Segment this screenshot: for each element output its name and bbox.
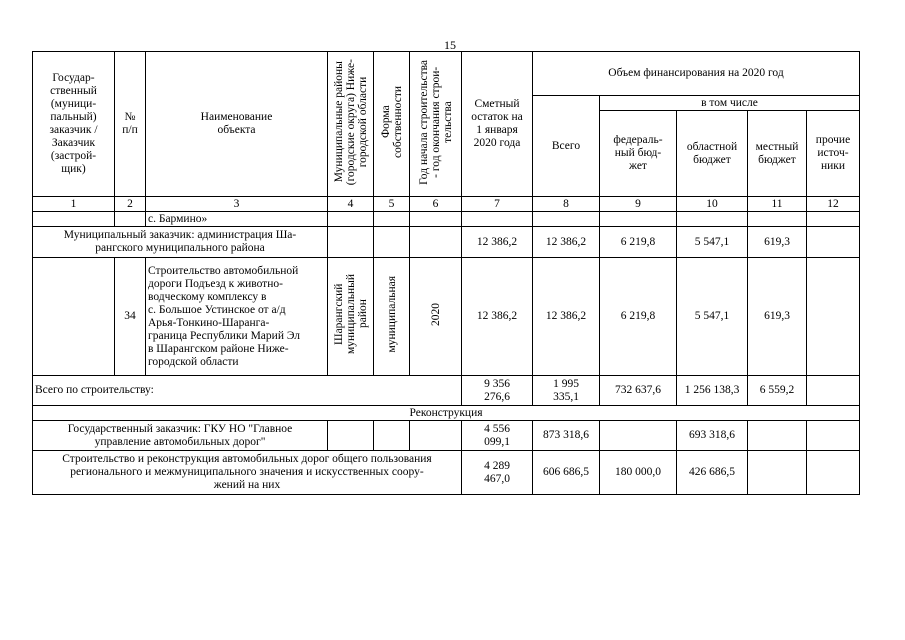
cell-local: 6 559,2 — [748, 376, 807, 406]
table-row — [33, 406, 860, 421]
cell-local: 619,3 — [748, 227, 807, 258]
col-num: 8 — [533, 197, 600, 212]
cell-total: 873 318,6 — [533, 421, 600, 451]
table-row — [33, 451, 860, 495]
header-name — [146, 52, 328, 197]
roads-reconstruction-label — [33, 451, 462, 495]
cell-remainder — [462, 421, 533, 451]
continuation-text: с. Бармино» — [146, 212, 328, 227]
cell-remainder — [462, 376, 533, 406]
table-row — [33, 258, 860, 376]
header-years — [410, 52, 462, 197]
table-row — [33, 227, 860, 258]
remainder-text: 4 556 099,1 — [484, 422, 510, 448]
cell-federal: 6 219,8 — [600, 258, 677, 376]
section-reconstruction: Реконструкция — [33, 406, 860, 421]
col-num: 3 — [146, 197, 328, 212]
col-num: 1 — [33, 197, 115, 212]
col-num: 6 — [410, 197, 462, 212]
object-name-text: Строительство автомобильной дороги Подъезд к животно- водческому комплексу в с. Большое Устинское от а/д Арья-Тонкино-Шаранга- граница Республики Марий Эл в Шарангском районе Ниже- городской области — [148, 264, 301, 368]
state-customer-text: Государственный заказчик: ГКУ НО "Главное управление автомобильных дорог" — [67, 422, 293, 448]
header-ownership-text: Форма собственности — [379, 86, 404, 158]
funding-table — [32, 51, 860, 495]
header-customer-text: Государ- ственный (муници- пальный) заказчик / Заказчик (застрой- щик) — [49, 72, 98, 175]
district-text: Шарангский муниципальный район — [332, 274, 369, 355]
col-num: 4 — [328, 197, 374, 212]
header-remainder-text: Сметный остаток на 1 января 2020 года — [471, 98, 523, 149]
header-num — [115, 52, 146, 197]
header-local — [748, 111, 807, 197]
remainder-text: 9 356 276,6 — [484, 377, 510, 403]
cell-num: 34 — [115, 258, 146, 376]
header-federal-text: федераль- ный бюд- жет — [613, 134, 663, 172]
object-name — [146, 258, 328, 376]
table-row — [33, 421, 860, 451]
remainder-text: 4 289 467,0 — [484, 459, 510, 485]
cell-ownership — [374, 258, 410, 376]
header-num-text: № п/п — [122, 111, 138, 136]
cell-years — [410, 258, 462, 376]
header-regional-text: областной бюджет — [686, 140, 738, 166]
header-districts-text: Муниципальные районы (городские округа) Ниже- городской области — [332, 58, 369, 186]
cell-total — [533, 376, 600, 406]
cell-total: 606 686,5 — [533, 451, 600, 495]
years-text: 2020 — [429, 303, 442, 326]
header-other — [807, 111, 860, 197]
table-row — [33, 212, 860, 227]
cell-regional: 426 686,5 — [677, 451, 748, 495]
cell-regional: 693 318,6 — [677, 421, 748, 451]
header-districts — [328, 52, 374, 197]
header-other-text: прочие источ- ники — [815, 134, 851, 172]
municipal-customer-label — [33, 227, 328, 258]
cell-regional: 1 256 138,3 — [677, 376, 748, 406]
col-num: 10 — [677, 197, 748, 212]
total-text: 1 995 335,1 — [553, 377, 579, 403]
header-including: в том числе — [600, 96, 860, 111]
header-name-text: Наименование объекта — [200, 111, 273, 136]
cell-regional: 5 547,1 — [677, 258, 748, 376]
ownership-text: муниципальная — [385, 276, 398, 353]
state-customer-label — [33, 421, 328, 451]
col-num: 11 — [748, 197, 807, 212]
cell-remainder: 12 386,2 — [462, 258, 533, 376]
cell-regional: 5 547,1 — [677, 227, 748, 258]
col-num: 9 — [600, 197, 677, 212]
cell-remainder: 12 386,2 — [462, 227, 533, 258]
header-funding-2020: Объем финансирования на 2020 год — [533, 52, 860, 96]
header-customer — [33, 52, 115, 197]
page-number: 15 — [444, 38, 456, 52]
header-remainder — [462, 52, 533, 197]
table-row — [33, 376, 860, 406]
col-num: 12 — [807, 197, 860, 212]
cell-total: 12 386,2 — [533, 227, 600, 258]
col-num: 5 — [374, 197, 410, 212]
col-num: 7 — [462, 197, 533, 212]
header-ownership — [374, 52, 410, 197]
cell-district — [328, 258, 374, 376]
total-construction-label: Всего по строительству: — [33, 376, 462, 406]
header-federal — [600, 111, 677, 197]
column-numbers-row — [33, 197, 860, 212]
header-total: Всего — [533, 96, 600, 197]
roads-reconstruction-text: Строительство и реконструкция автомобильных дорог общего пользования регионального и межмуниципального значения и искусственных соору- жений на них — [62, 453, 432, 491]
cell-federal: 6 219,8 — [600, 227, 677, 258]
header-years-text: Год начала строительства - год окончания строи- тельства — [417, 59, 454, 185]
cell-total: 12 386,2 — [533, 258, 600, 376]
header-local-text: местный бюджет — [755, 140, 799, 166]
col-num: 2 — [115, 197, 146, 212]
cell-federal: 732 637,6 — [600, 376, 677, 406]
municipal-customer-text: Муниципальный заказчик: администрация Ша- рангского муниципального района — [63, 229, 297, 254]
cell-remainder — [462, 451, 533, 495]
cell-federal: 180 000,0 — [600, 451, 677, 495]
cell-local: 619,3 — [748, 258, 807, 376]
header-regional — [677, 111, 748, 197]
